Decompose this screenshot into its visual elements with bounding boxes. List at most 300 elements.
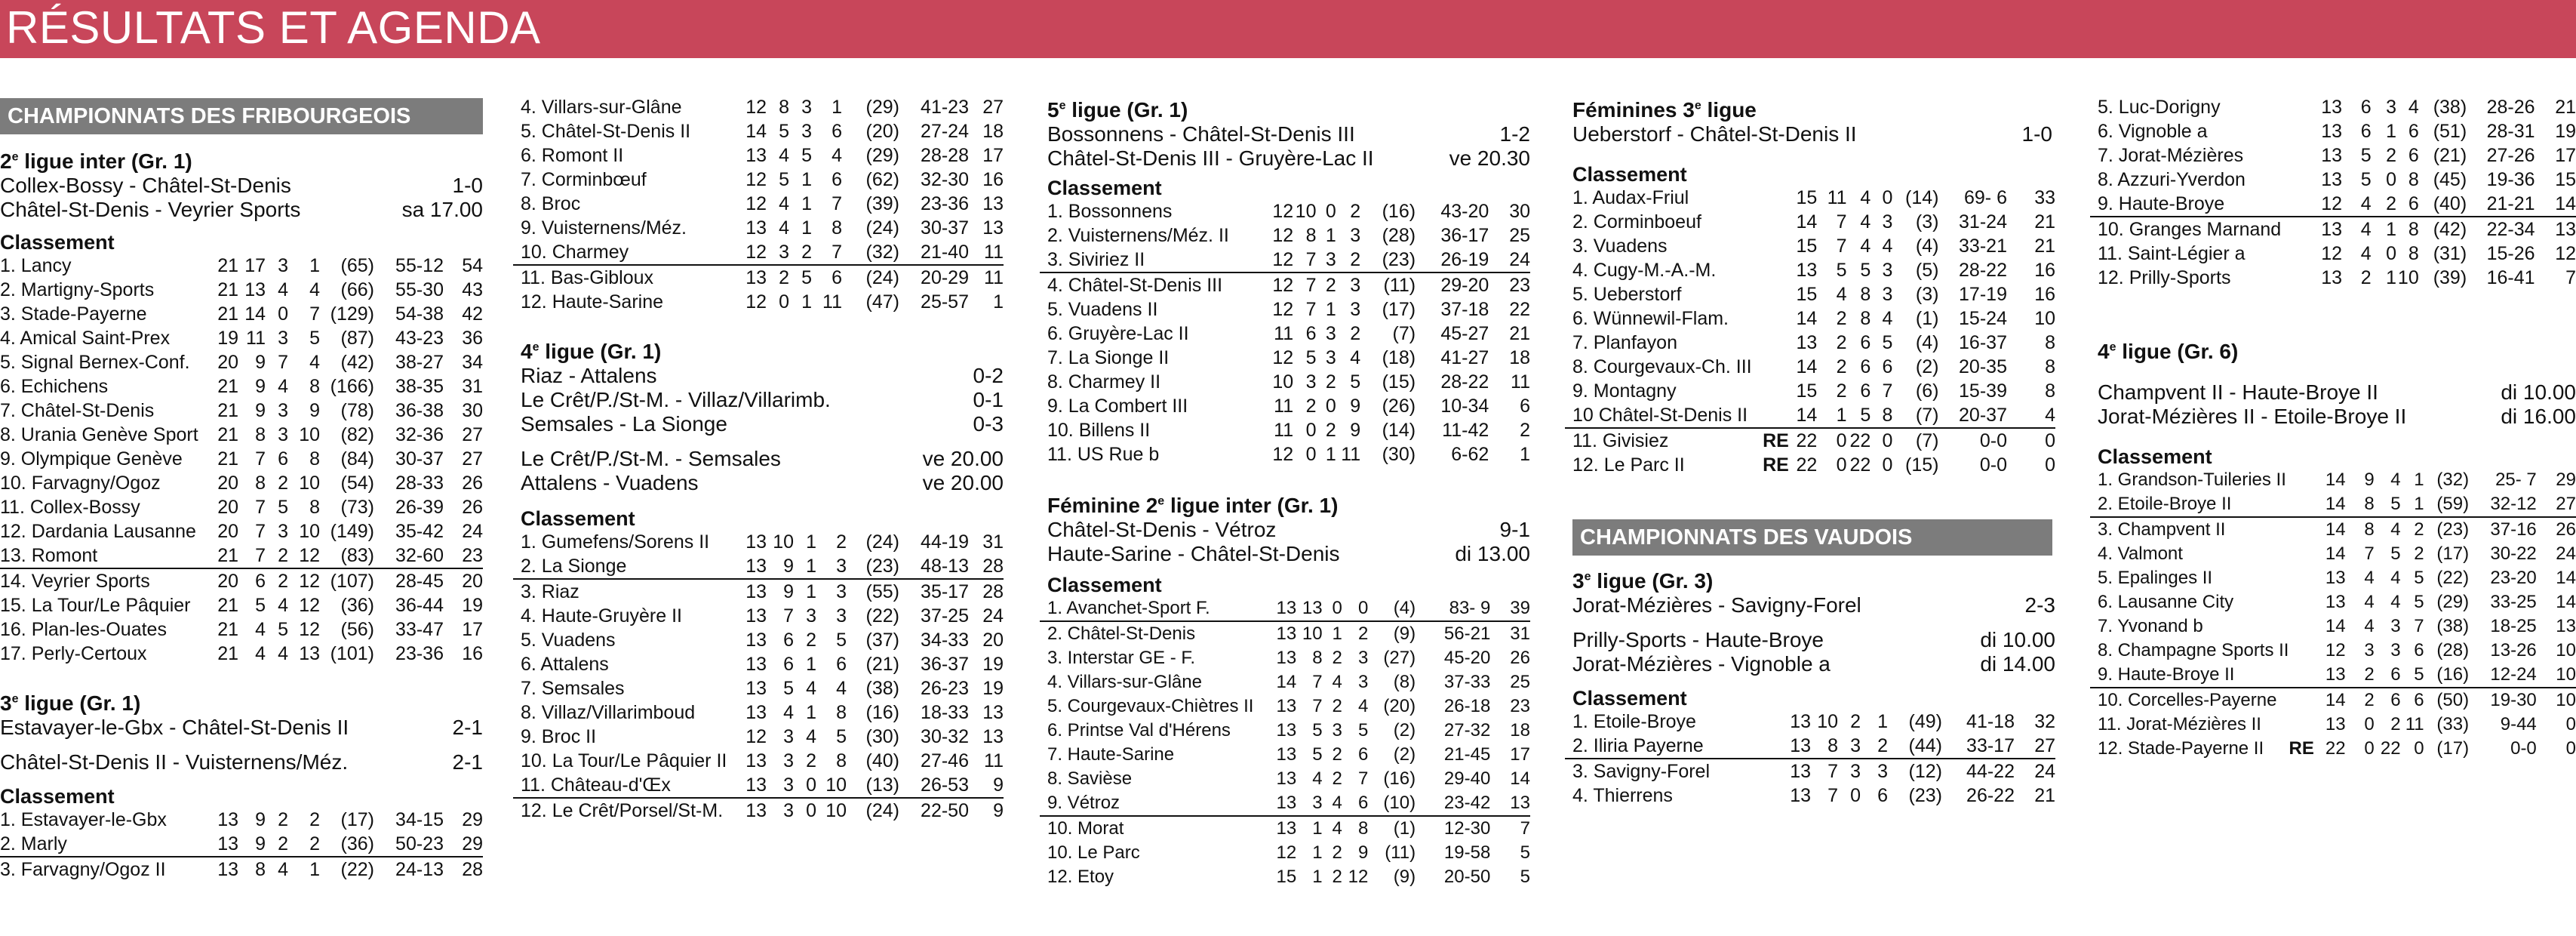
team-name: 10. Billens II [1047, 420, 1151, 441]
stat-cell: (8) [1393, 672, 1416, 692]
stat-cell: 12 [299, 619, 320, 640]
stat-cell: 11 [2405, 714, 2424, 734]
stat-cell: 0 [1305, 444, 1317, 465]
stat-cell: 28-28 [921, 145, 969, 166]
team-name: 6. Attalens [521, 654, 609, 675]
stat-cell: 3 [836, 605, 847, 627]
stat-cell: 13 [745, 531, 767, 553]
table-row [0, 519, 483, 543]
stat-cell: 8 [1305, 225, 1317, 246]
stat-cell: 17 [244, 255, 266, 276]
table-row [513, 530, 1004, 554]
table-row [1040, 694, 1530, 719]
match-score: 2-3 [2024, 593, 2055, 617]
stat-cell: (6) [1915, 380, 1939, 402]
league-title: 4e ligue (Gr. 1) [521, 340, 662, 363]
stat-cell: (78) [340, 400, 374, 421]
stat-cell: 23-36 [395, 643, 444, 664]
stat-cell: 3 [1332, 720, 1342, 740]
stat-cell: (87) [340, 328, 374, 349]
stat-cell: 1 [801, 169, 812, 190]
stat-cell: 3 [1357, 672, 1369, 692]
stat-cell: 3 [783, 800, 794, 821]
stat-cell: 13 [1790, 711, 1811, 732]
stat-cell: 27-26 [2486, 145, 2535, 166]
stat-cell: 21 [2034, 211, 2055, 232]
league-title: Féminines 3e ligue [1572, 98, 1757, 122]
match-row [0, 174, 483, 198]
stat-cell: 3 [806, 605, 816, 627]
stat-cell: 13 [745, 605, 767, 627]
stat-cell: 3 [1838, 734, 1861, 759]
stat-cell: 13-26 [2490, 640, 2537, 660]
table-row [0, 447, 483, 471]
stat-cell: 11 [969, 240, 1004, 265]
status-flag [2289, 688, 2313, 713]
stat-cell: (30) [1382, 444, 1416, 465]
status-flag [2289, 566, 2313, 590]
stat-cell: 0 [2045, 454, 2055, 476]
match-score: ve 20.00 [922, 447, 1004, 470]
stat-cell: 0 [2364, 738, 2375, 759]
stat-cell: 29-20 [1440, 275, 1489, 296]
team-name: 8. Broc [521, 193, 581, 214]
stat-cell: 44-19 [921, 531, 969, 553]
team-name: 12. Stade-Payerne II [2098, 738, 2264, 759]
stat-cell: 21 [217, 303, 238, 325]
stat-cell: 30-22 [2490, 543, 2537, 564]
stat-cell: (23) [1908, 785, 1942, 806]
stat-cell: (50) [2436, 690, 2470, 710]
stat-cell: 14 [1796, 308, 1818, 329]
stat-cell: 2 [1336, 248, 1360, 272]
stat-cell: 13 [1790, 761, 1811, 782]
stat-cell: 11 [984, 750, 1004, 771]
stat-cell: 22 [1796, 454, 1818, 476]
stat-cell: 31 [462, 376, 483, 397]
table-row [0, 374, 483, 399]
match-teams: Le Crêt/P./St-M. - Villaz/Villarimb. [521, 388, 831, 411]
table-row [1040, 621, 1530, 646]
stat-cell: 13 [1276, 720, 1297, 740]
stat-cell: (107) [330, 571, 374, 592]
stat-cell: 5 [2360, 169, 2372, 190]
stat-cell: 3 [1316, 248, 1336, 272]
stat-cell: 21 [211, 543, 238, 568]
stat-cell: 11-42 [1442, 420, 1489, 441]
stat-cell: 6 [255, 571, 266, 592]
team-name: 5. Signal Bernex-Conf. [0, 352, 190, 373]
table-row [2090, 168, 2576, 192]
stat-cell: 8 [255, 473, 266, 494]
stat-cell: 19 [217, 328, 238, 349]
table-row [2090, 713, 2576, 737]
stat-cell: 19 [2555, 121, 2576, 142]
table-row [1565, 258, 2055, 282]
status-flag [1752, 210, 1789, 234]
stat-cell: 6 [783, 654, 794, 675]
stat-cell: 3 [1882, 284, 1893, 305]
stat-cell: 14 [1796, 211, 1818, 232]
table-row [513, 604, 1004, 628]
stat-cell: 23 [444, 543, 483, 568]
stat-cell: 21 [217, 643, 238, 664]
stat-cell: 6 [1305, 323, 1317, 344]
match-score: 1-0 [2021, 122, 2052, 146]
stat-cell: 11 [1274, 420, 1294, 441]
stat-cell: (32) [842, 240, 899, 265]
table-row [0, 642, 483, 666]
stat-cell: 1 [1325, 299, 1336, 320]
standings-table [513, 530, 1004, 823]
table-row [513, 265, 1004, 290]
stat-cell: 56-21 [1443, 623, 1491, 644]
stat-cell: 2 [278, 809, 288, 830]
table-row [513, 652, 1004, 676]
stat-cell: (24) [865, 267, 899, 288]
stat-cell: 1 [1312, 842, 1323, 863]
table-row [0, 326, 483, 350]
table-row [2090, 143, 2576, 168]
stat-cell: 28-26 [2486, 97, 2535, 118]
stat-cell: 21 [2034, 785, 2055, 806]
stat-cell: 17 [982, 145, 1004, 166]
stat-cell: 13 [2321, 145, 2342, 166]
team-name: 7. La Sionge II [1047, 347, 1170, 368]
status-flag [2281, 168, 2307, 192]
stat-cell: (51) [2433, 121, 2467, 142]
team-name: 17. Perly-Certoux [0, 643, 147, 664]
stat-cell: 9 [767, 554, 794, 579]
table-row [1565, 210, 2055, 234]
stat-cell: 14 [2325, 690, 2346, 710]
table-row [513, 168, 1004, 192]
stat-cell: 32-30 [921, 169, 969, 190]
stat-cell: 21 [217, 279, 238, 300]
stat-cell: 2 [806, 750, 816, 771]
stat-cell: 6 [2360, 121, 2372, 142]
stat-cell: 50-23 [374, 832, 444, 857]
stat-cell: 13 [982, 193, 1004, 214]
team-name: 12. Le Crêt/Porsel/St-M. [521, 800, 724, 821]
stat-cell: 9 [255, 809, 266, 830]
stat-cell: (24) [865, 531, 899, 553]
stat-cell: 7 [2565, 267, 2576, 288]
stat-cell: 3 [1350, 275, 1361, 296]
stat-cell: 6 [1357, 744, 1369, 765]
team-name: 4. Villars-sur-Glâne [1047, 672, 1202, 692]
stat-cell: 9 [1357, 842, 1369, 863]
stat-cell: 21-40 [899, 240, 969, 265]
stat-cell: 34-33 [921, 630, 969, 651]
stat-cell: 6 [1520, 396, 1530, 417]
stat-cell: 28 [462, 859, 483, 880]
stat-cell: 2 [2372, 192, 2396, 217]
stat-cell: 37-33 [1443, 672, 1491, 692]
stat-cell: 9 [255, 376, 266, 397]
stat-cell: 32-36 [395, 424, 444, 445]
stat-cell: 4 [1332, 818, 1342, 839]
table-row [513, 676, 1004, 700]
team-name: 7. Semsales [521, 678, 625, 699]
stat-cell: (40) [2419, 192, 2467, 217]
standings-table [1565, 186, 2055, 477]
stat-cell: 1 [2386, 267, 2396, 288]
stat-cell: 36-44 [395, 595, 444, 616]
stat-cell: 4 [278, 859, 288, 880]
match-teams: Châtel-St-Denis III - Gruyère-Lac II [1047, 146, 1374, 170]
team-name: 9. Vétroz [1040, 791, 1269, 816]
stat-cell: (3) [1915, 284, 1939, 305]
stat-cell: (42) [2433, 219, 2467, 240]
league-title: 5e ligue (Gr. 1) [1047, 98, 1188, 122]
stat-cell: (59) [2424, 492, 2469, 517]
stat-cell: 27 [462, 448, 483, 470]
stat-cell: (7) [1392, 323, 1416, 344]
stat-cell: 2 [2386, 145, 2396, 166]
stat-cell: 26-22 [1966, 785, 2015, 806]
stat-cell: 22-50 [921, 800, 969, 821]
stat-cell: 1 [1325, 225, 1336, 246]
stat-cell: 2 [1325, 371, 1336, 393]
stat-cell: 4 [2360, 219, 2372, 240]
stat-cell: 9 [309, 400, 320, 421]
stat-cell: 12 [745, 169, 767, 190]
stat-cell: 13 [1276, 768, 1297, 789]
match-teams: Riaz - Attalens [521, 364, 657, 387]
stat-cell: 1 [1325, 444, 1336, 465]
stat-cell: 9 [255, 400, 266, 421]
stat-cell: 4 [832, 145, 842, 166]
stat-cell: 7 [1836, 211, 1847, 232]
stat-cell: 0 [2045, 430, 2055, 451]
table-row [1565, 734, 2055, 759]
stat-cell: 13 [1276, 696, 1297, 716]
stat-cell: 54 [462, 255, 483, 276]
stat-cell: 4 [2360, 243, 2372, 264]
stat-cell: 3 [1350, 299, 1361, 320]
classement-heading: Classement [521, 507, 635, 530]
stat-cell: 2 [1325, 420, 1336, 441]
stat-cell: 36-17 [1440, 225, 1489, 246]
classement-heading: Classement [1572, 687, 1687, 710]
section-header-fribourgeois: CHAMPIONNATS DES FRIBOURGEOIS [0, 98, 483, 134]
team-name: 12. Dardania Lausanne [0, 521, 196, 542]
status-flag [2289, 614, 2313, 639]
team-name: 7. Yvonand b [2098, 616, 2203, 636]
stat-cell: 27-32 [1443, 720, 1491, 740]
team-name: 7. Jorat-Mézières [2098, 145, 2244, 166]
stat-cell: 13 [217, 859, 238, 880]
team-name: 9. Haute-Broye [2090, 192, 2281, 217]
stat-cell: 13 [2325, 592, 2346, 612]
stat-cell: 1 [806, 702, 816, 723]
team-name: 5. Châtel-St-Denis II [521, 121, 691, 142]
stat-cell: 38-27 [395, 352, 444, 373]
stat-cell: 24 [462, 521, 483, 542]
stat-cell: 23-36 [921, 193, 969, 214]
stat-cell: 9 [993, 800, 1004, 821]
stat-cell: 2 [789, 240, 812, 265]
stat-cell: 7 [812, 240, 842, 265]
stat-cell: 36-38 [395, 400, 444, 421]
status-flag [2289, 639, 2313, 663]
team-name: 9. Broc II [521, 726, 597, 747]
stat-cell: 3 [1350, 225, 1361, 246]
stat-cell: 0 [278, 303, 288, 325]
stat-cell: 11 [1341, 444, 1361, 465]
match-row [2098, 405, 2576, 429]
team-name: 2. Etoile-Broye II [2090, 492, 2289, 517]
table-row [0, 350, 483, 374]
table-row [0, 617, 483, 642]
standings-table [2090, 468, 2576, 761]
stat-cell: 0 [1882, 454, 1893, 476]
team-name: 2. Marly [0, 832, 211, 857]
stat-cell: 83- 9 [1416, 596, 1490, 621]
stat-cell: 3 [1325, 347, 1336, 368]
stat-cell: 1 [794, 554, 816, 579]
stat-cell: 1 [806, 581, 816, 602]
stat-cell: 0 [1342, 596, 1368, 621]
stat-cell: 19 [982, 654, 1004, 675]
team-name: 9. Olympique Genève [0, 448, 183, 470]
team-name: 5. Vuadens [521, 630, 616, 651]
status-flag [1752, 306, 1789, 331]
stat-cell: 20 [462, 571, 483, 592]
status-flag [2289, 492, 2313, 517]
stat-cell: 2 [779, 267, 789, 288]
stat-cell: 5 [2401, 663, 2424, 688]
team-name: 6. Printse Val d'Hérens [1047, 720, 1231, 740]
stat-cell: 23-42 [1416, 791, 1490, 816]
stat-cell: 33-17 [1942, 734, 2015, 759]
table-row [2090, 590, 2576, 614]
table-row [1040, 418, 1530, 442]
stat-cell: (4) [1368, 596, 1416, 621]
stat-cell: 5 [779, 121, 789, 142]
stat-cell: (38) [2436, 616, 2470, 636]
stat-cell: 21 [2034, 236, 2055, 257]
stat-cell: 4 [309, 279, 320, 300]
stat-cell: 2 [266, 832, 288, 857]
stat-cell: 7 [238, 543, 266, 568]
stat-cell: 2 [806, 630, 816, 651]
stat-cell: 15 [1796, 236, 1818, 257]
stat-cell: 4 [1323, 791, 1342, 816]
stat-cell: 13 [2321, 121, 2342, 142]
stat-cell: (23) [847, 554, 899, 579]
stat-cell: 4 [2364, 568, 2375, 588]
stat-cell: 4 [783, 702, 794, 723]
stat-cell: 7 [1357, 768, 1369, 789]
stat-cell: 4 [2342, 192, 2372, 217]
stat-cell: (54) [340, 473, 374, 494]
team-name: 9. Montagny [1572, 380, 1677, 402]
stat-cell: 0 [779, 291, 789, 313]
match-teams: Le Crêt/P./St-M. - Semsales [521, 447, 781, 470]
table-row [513, 773, 1004, 798]
stat-cell: (2) [1393, 720, 1416, 740]
stat-cell: 4 [1836, 284, 1847, 305]
match-score: 1-0 [452, 174, 483, 197]
stat-cell: 3 [1305, 371, 1317, 393]
stat-cell: 16-37 [1959, 332, 2007, 353]
match-teams: Châtel-St-Denis - Vétroz [1047, 518, 1277, 541]
table-row [2090, 688, 2576, 713]
stat-cell: 4 [2390, 592, 2401, 612]
table-row [513, 216, 1004, 240]
stat-cell: (24) [865, 217, 899, 239]
team-name: 3. Savigny-Forel [1572, 761, 1711, 782]
match-score: di 14.00 [1980, 652, 2055, 676]
stat-cell: 12 [1272, 347, 1294, 368]
classement-heading: Classement [1047, 177, 1162, 199]
stat-cell: (38) [2433, 97, 2467, 118]
stat-cell: (1) [1915, 308, 1939, 329]
team-name: 8. Champagne Sports II [2098, 640, 2289, 660]
table-row [0, 302, 483, 326]
stat-cell: 29 [444, 832, 483, 857]
stat-cell: (23) [2436, 519, 2470, 540]
stat-cell: 12 [745, 726, 767, 747]
match-teams: Prilly-Sports - Haute-Broye [1572, 628, 1824, 651]
status-flag [1752, 258, 1789, 282]
stat-cell: 8 [2408, 243, 2419, 264]
stat-cell: 17 [462, 619, 483, 640]
table-row [1040, 816, 1530, 841]
stat-cell: 13 [1790, 785, 1811, 806]
stat-cell: 4 [806, 678, 816, 699]
stat-cell: 23 [1510, 696, 1530, 716]
stat-cell: 4 [1350, 347, 1361, 368]
stat-cell: 4 [278, 643, 288, 664]
stat-cell: 0-0 [1979, 430, 2007, 451]
team-name: 4. Haute-Gruyère II [521, 605, 682, 627]
stat-cell: 39 [1490, 596, 1530, 621]
stat-cell: 13 [244, 279, 266, 300]
table-row [2090, 663, 2576, 688]
table-row [1040, 248, 1530, 272]
match-row [2098, 380, 2576, 405]
stat-cell: (44) [1888, 734, 1942, 759]
team-name: 11. Saint-Légier a [2098, 243, 2246, 264]
match-score: di 10.00 [1980, 628, 2055, 651]
stat-cell: 30 [1509, 201, 1530, 222]
status-flag [2281, 242, 2307, 266]
stat-cell: 3 [278, 521, 288, 542]
stat-cell: 15-26 [2486, 243, 2535, 264]
match-row [1047, 542, 1530, 566]
stat-cell: 8 [832, 217, 842, 239]
stat-cell: 23 [1509, 275, 1530, 296]
stat-cell: 22-34 [2486, 219, 2535, 240]
team-name: 7. Corminbœuf [521, 169, 647, 190]
stat-cell: 6 [2408, 145, 2419, 166]
stat-cell: 5 [2360, 145, 2372, 166]
stat-cell: 0 [1323, 596, 1342, 621]
stat-cell: 30-37 [921, 217, 969, 239]
table-row [2090, 468, 2576, 492]
section-header-vaudois: CHAMPIONNATS DES VAUDOIS [1572, 519, 2052, 556]
stat-cell: 2 [1332, 744, 1342, 765]
stat-cell: 2 [2414, 519, 2424, 540]
team-name: 8. Urania Genève Sport [0, 424, 198, 445]
stat-cell: 12 [745, 97, 767, 118]
stat-cell: 7 [1305, 275, 1317, 296]
stat-cell: 4 [836, 678, 847, 699]
stat-cell: 20-37 [1938, 403, 2007, 428]
